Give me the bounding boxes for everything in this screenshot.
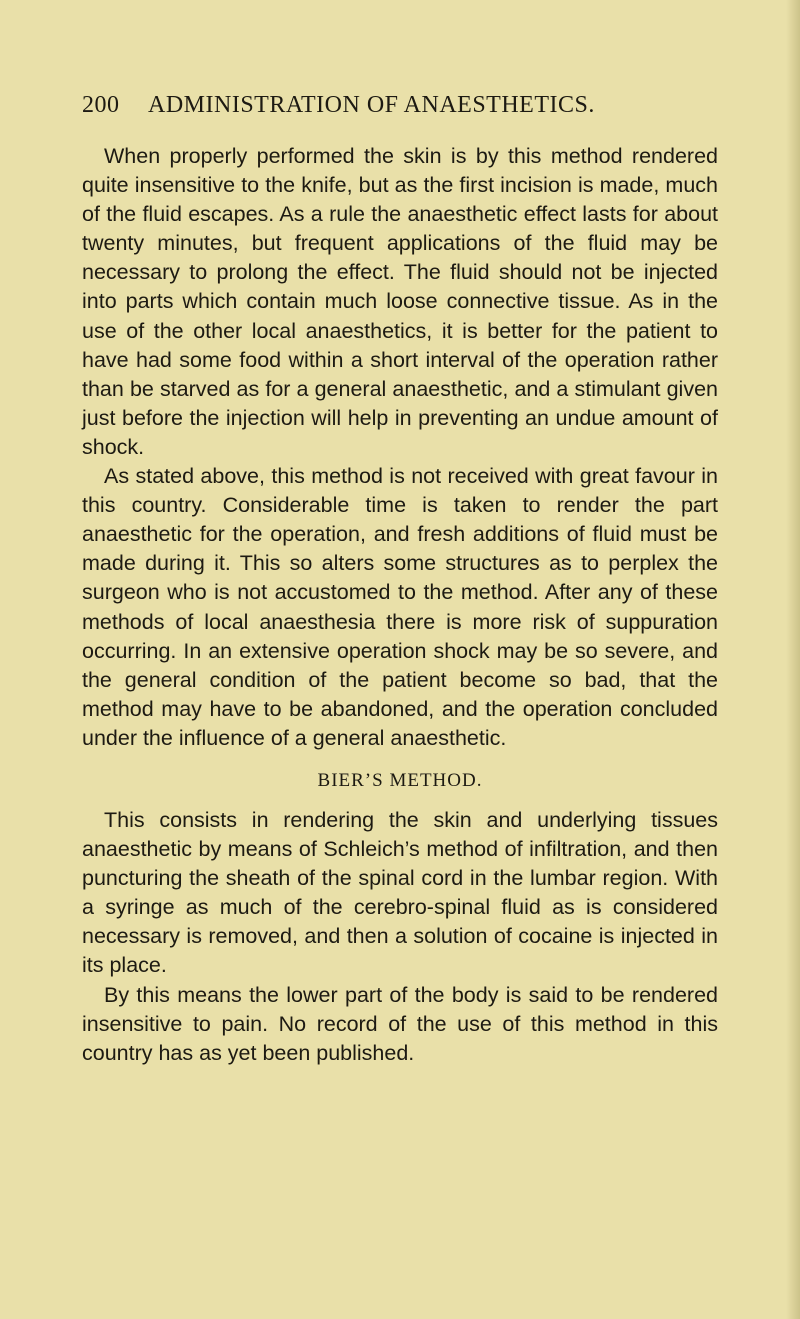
section-heading-biers-method: BIER’S METHOD. [317, 769, 483, 791]
page-number: 200 [82, 92, 120, 118]
running-title: ADMINISTRATION OF ANAESTHETICS. [148, 92, 595, 118]
paragraph-method-reception: As stated above, this method is not received with great favour in this country. Considerable time is taken to render the part anaesthetic for the operation, and fresh additions of fluid must be made during it. This so alters some structures as to perplex the surgeon who is not accustomed to the method. After any of these methods of local anaesthesia there is more risk of suppuration occurring. In an extensive operation shock may be so severe, and the general condition of the patient become so bad, that the method may have to be abandoned, and the operation concluded under the influence of a general anaesthetic. [82, 464, 718, 750]
page-edge-shadow [786, 0, 800, 1319]
paragraph-biers-method-description: This consists in rendering the skin and underlying tissues anaesthetic by means of Schleich’s method of infiltration, and then puncturing the sheath of the spinal cord in the lumbar region. With a syringe as much of the cerebro-spinal fluid as is considered necessary is removed, and then a solution of cocaine is injected in its place. [82, 807, 718, 978]
paragraph-local-anaesthesia-effect: When properly performed the skin is by this method rendered quite insensitive to the knife, but as the first incision is made, much of the fluid escapes. As a rule the anaesthetic effect lasts for about twenty minutes, but frequent applications of the fluid may be necessary to prolong the effect. The fluid should not be injected into parts which contain much loose connective tissue. As in the use of the other local anaesthetics, it is better for the patient to have had some food within a short interval of the operation rather than be starved as for a general anaesthetic, and a stimulant given just before the injection will help in preventing an undue amount of shock. [82, 144, 718, 459]
running-header [82, 92, 722, 122]
body-text [82, 142, 718, 1068]
paragraph-biers-method-result: By this means the lower part of the body is said to be rendered insensitive to pain. No record of the use of this method in this country has as yet been published. [82, 982, 718, 1065]
